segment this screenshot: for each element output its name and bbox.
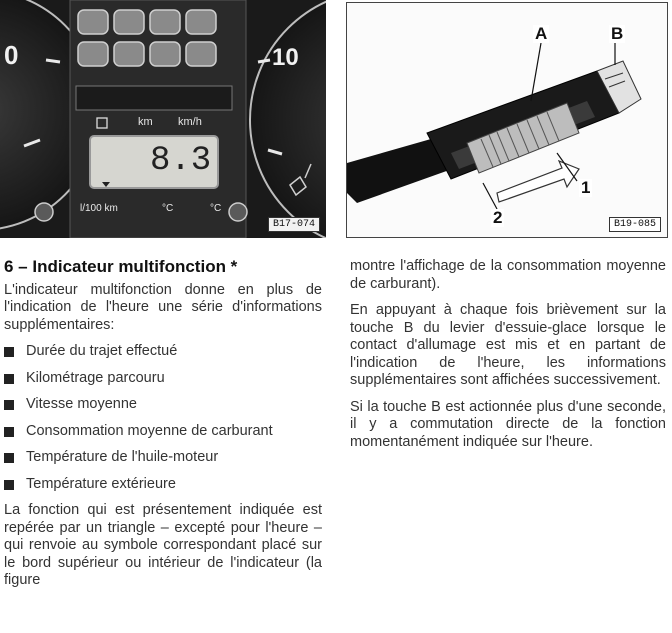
lcd-value: 8.3 [150, 142, 212, 180]
gauge-right-value: 10 [272, 44, 299, 71]
figure-code-left: B17-074 [268, 217, 320, 232]
callout-2: 2 [493, 208, 503, 227]
button-press-paragraph: En appuyant à chaque fois brièvement sur la touche B du levier d'essuie-glace lorsque le contact d'allumage est mis et en partant de l'indication de l'heure, les informations supplémentaires sont affichées successivement. [350, 302, 666, 388]
long-press-paragraph: Si la touche B est actionnée plus d'une seconde, il y a commutation directe de la fonction momentanément indiquée sur l'heure. [350, 398, 666, 450]
list-item: Température de l'huile-moteur [4, 449, 322, 467]
bullet-square-icon [4, 453, 14, 463]
continued-paragraph: montre l'affichage de la consommation moyenne de carburant). [350, 258, 666, 292]
list-item: Kilométrage parcouru [4, 370, 322, 388]
unit-km: km [138, 116, 153, 128]
list-item: Consommation moyenne de carburant [4, 423, 322, 441]
dashboard-photo [0, 0, 326, 238]
oil-temp-unit: °C [162, 203, 174, 214]
gauge-left-value: 0 [4, 40, 19, 70]
callout-1: 1 [581, 178, 591, 197]
wiper-stalk-diagram [346, 2, 668, 238]
right-text-column [350, 258, 666, 460]
closing-paragraph: La fonction qui est présentement indiquée est repérée par un triangle – excepté pour l'heure – qui renvoie au symbole correspondant placé sur le bord supérieur ou intérieur de l'indicateur (la figure [4, 502, 322, 588]
bullet-square-icon [4, 347, 14, 357]
feature-list [4, 343, 322, 493]
section-title: 6 – Indicateur multifonction * [4, 257, 238, 276]
list-item: Durée du trajet effectué [4, 343, 322, 361]
unit-l100km: l/100 km [80, 203, 118, 214]
left-text-column [4, 258, 322, 599]
list-item: Vitesse moyenne [4, 396, 322, 414]
figure-code-right: B19-085 [609, 217, 661, 232]
bullet-square-icon [4, 400, 14, 410]
callout-a: A [535, 24, 548, 43]
unit-kmh: km/h [178, 116, 202, 128]
intro-paragraph: L'indicateur multifonction donne en plus de l'indication de l'heure une série d'informations supplémentaires: [4, 281, 322, 333]
list-item: Température extérieure [4, 476, 322, 494]
bullet-square-icon [4, 480, 14, 490]
bullet-square-icon [4, 374, 14, 384]
bullet-square-icon [4, 427, 14, 437]
callout-b: B [611, 24, 624, 43]
outside-temp-unit: °C [210, 203, 222, 214]
